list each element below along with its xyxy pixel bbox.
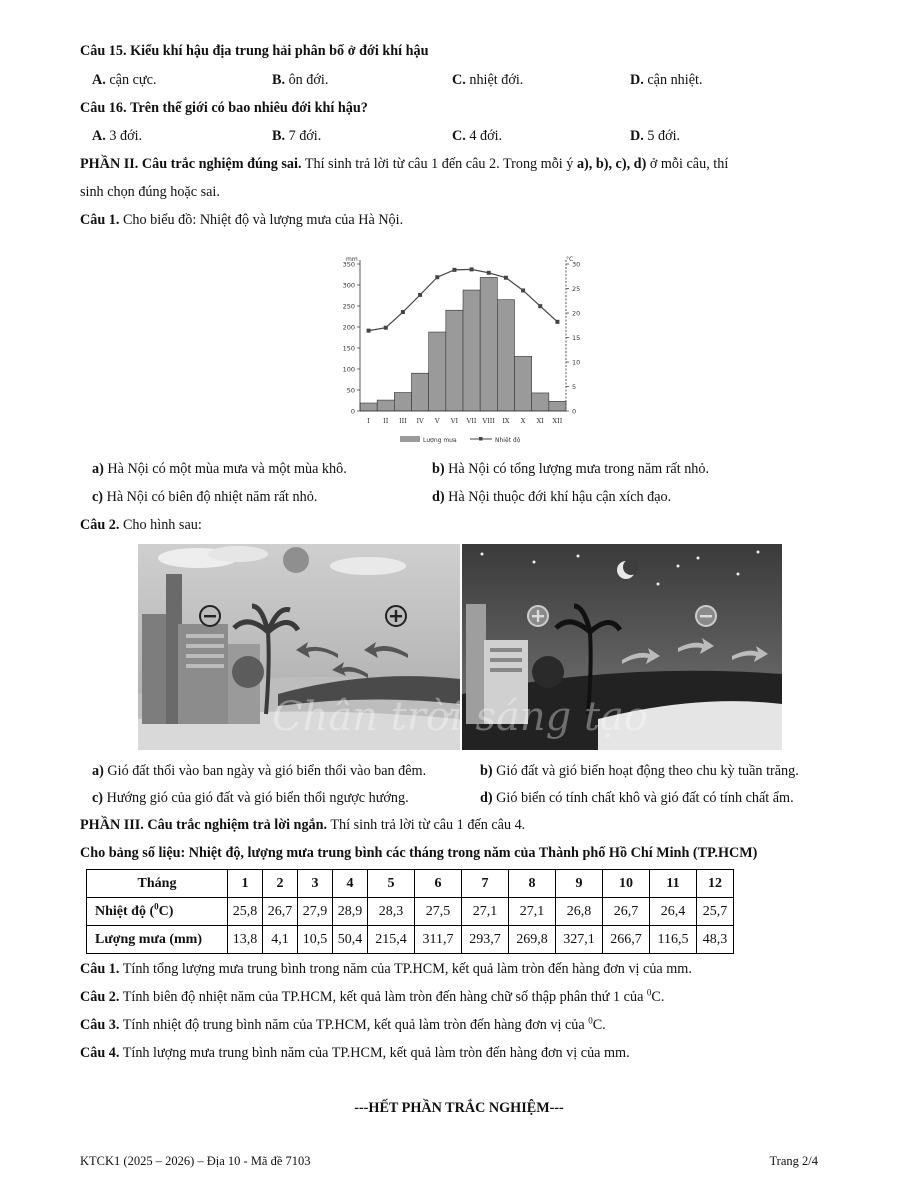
right-tick-label: 30 (572, 260, 581, 269)
q15-option-b: B. ôn đới. (272, 72, 329, 88)
rain-label: Lượng mưa (mm) (87, 926, 228, 954)
rain-bar (532, 393, 549, 411)
table-row-rainfall: Lượng mưa (mm) 13,8 4,1 10,5 50,4 215,4 311,7 293,7 269,8 327,1 266,7 116,5 48,3 (87, 926, 734, 954)
sun-icon (283, 547, 309, 573)
right-tick-label: 0 (572, 407, 577, 416)
left-tick-label: 0 (350, 407, 355, 416)
rain-bar (515, 356, 532, 411)
rain-bar (497, 300, 514, 411)
right-tick-label: 10 (572, 358, 581, 367)
month-label: XI (536, 417, 544, 425)
part2-heading: PHẦN II. Câu trắc nghiệm đúng sai. Thí sinh trả lời từ câu 1 đến câu 2. Trong mỗi ý a), b), c), d) ở mỗi câu, thí (80, 156, 729, 172)
p2q2-stmt-b: b) Gió đất và gió biển hoạt động theo chu kỳ tuần trăng. (480, 763, 799, 779)
end-marker: ---HẾT PHẦN TRẮC NGHIỆM--- (354, 1100, 564, 1116)
header-cell: Tháng (87, 870, 228, 898)
month-label: VIII (482, 417, 495, 425)
p3q1: Câu 1. Tính tổng lượng mưa trung bình trong năm của TP.HCM, kết quả làm tròn đến hàng đơn vị của mm. (80, 961, 692, 977)
rain-bar (394, 393, 411, 411)
left-tick-label: 350 (342, 260, 355, 269)
left-axis-unit: mm (346, 256, 358, 263)
temp-point (401, 310, 405, 314)
rain-bar (429, 332, 446, 411)
p3q2: Câu 2. Tính biên độ nhiệt năm của TP.HCM, kết quả làm tròn đến hàng chữ số thập phân thứ 1 của $^0$C. (80, 987, 665, 1005)
legend-temp: Nhiệt độ (495, 437, 521, 444)
temp-label: Nhiệt độ ($^0$C) (87, 898, 228, 926)
rain-bar (360, 403, 377, 411)
legend-bar-swatch (400, 436, 420, 442)
p2q2-stmt-c: c) Hướng gió của gió đất và gió biển thổi ngược hướng. (92, 790, 409, 806)
p2q2-stem: Câu 2. Cho hình sau: (80, 517, 202, 533)
temp-point (435, 275, 439, 279)
right-tick-label: 25 (572, 284, 581, 293)
rain-bar (446, 310, 463, 411)
left-tick-label: 100 (342, 365, 355, 374)
rain-bar (463, 290, 480, 411)
p2q1-stmt-c: c) Hà Nội có biên độ nhiệt năm rất nhỏ. (92, 489, 318, 505)
left-tick-label: 150 (342, 344, 355, 353)
table-row-temperature: Nhiệt độ ($^0$C) 25,8 26,7 27,9 28,9 28,3 27,5 27,1 27,1 26,8 26,7 26,4 25,7 (87, 898, 734, 926)
left-tick-label: 50 (346, 386, 355, 395)
right-tick-label: 15 (572, 333, 581, 342)
right-tick-label: 20 (572, 309, 581, 318)
month-label: XII (552, 417, 563, 425)
temp-point (538, 304, 542, 308)
left-tick-label: 300 (342, 281, 355, 290)
footer-left: KTCK1 (2025 – 2026) – Địa 10 - Mã đề 7103 (80, 1154, 311, 1168)
part3-heading: PHẦN III. Câu trắc nghiệm trả lời ngắn. Thí sinh trả lời từ câu 1 đến câu 4. (80, 817, 526, 833)
q16-stem: Câu 16. Trên thế giới có bao nhiêu đới khí hậu? (80, 100, 368, 116)
footer-page: Trang 2/4 (769, 1154, 818, 1168)
rain-bar (412, 373, 429, 411)
temp-point (367, 329, 371, 333)
p3q4: Câu 4. Tính lượng mưa trung bình năm của TP.HCM, kết quả làm tròn đến hàng đơn vị của mm. (80, 1045, 630, 1061)
temp-point (384, 326, 388, 330)
month-label: II (383, 417, 389, 425)
q15-option-c: C. nhiệt đới. (452, 72, 524, 88)
temp-point (487, 271, 491, 275)
p2q1-stmt-d: d) Hà Nội thuộc đới khí hậu cận xích đạo. (432, 489, 672, 505)
rain-bar (377, 400, 394, 411)
legend-rain: Lượng mưa (423, 437, 457, 444)
watermark: Chân trời sáng tạo (272, 694, 648, 740)
table-row-months: Tháng 1 2 3 4 5 6 7 8 9 10 11 12 (87, 870, 734, 898)
rain-bar (480, 277, 497, 411)
right-tick-label: 5 (572, 382, 577, 391)
month-label: I (367, 417, 370, 425)
month-label: IV (416, 417, 424, 425)
part2-intro-cont: sinh chọn đúng hoặc sai. (80, 184, 220, 200)
left-tick-label: 250 (342, 302, 355, 311)
hanoi-climate-chart (322, 252, 584, 452)
temp-point (418, 293, 422, 297)
temp-point (521, 288, 525, 292)
p2q1-stmt-a: a) Hà Nội có một mùa mưa và một mùa khô. (92, 461, 347, 477)
temp-point (470, 267, 474, 271)
q16-option-c: C. 4 đới. (452, 128, 503, 144)
temp-point (555, 320, 559, 324)
land-sea-breeze-figure (138, 544, 782, 750)
right-axis-unit: °C (566, 256, 574, 263)
q15-option-d: D. cận nhiệt. (630, 72, 703, 88)
month-label: V (434, 417, 440, 425)
p2q2-stmt-a: a) Gió đất thổi vào ban ngày và gió biển thổi vào ban đêm. (92, 763, 427, 779)
temp-point (452, 268, 456, 272)
month-label: VII (466, 417, 477, 425)
q16-option-b: B. 7 đới. (272, 128, 322, 144)
q15-stem: Câu 15. Kiểu khí hậu địa trung hải phân bố ở đới khí hậu (80, 43, 429, 59)
q15-option-a: A. cận cực. (92, 72, 157, 88)
month-label: III (399, 417, 407, 425)
temp-point (504, 276, 508, 280)
month-label: VI (450, 417, 459, 425)
table-title: Cho bảng số liệu: Nhiệt độ, lượng mưa trung bình các tháng trong năm của Thành phố Hồ Chí Minh (TP.HCM) (80, 845, 758, 861)
rain-bar (549, 401, 566, 411)
q16-option-a: A. 3 đới. (92, 128, 143, 144)
p2q2-stmt-d: d) Gió biển có tính chất khô và gió đất có tính chất ẩm. (480, 790, 794, 806)
p3q3: Câu 3. Tính nhiệt độ trung bình năm của TP.HCM, kết quả làm tròn đến hàng đơn vị của $^0$C. (80, 1015, 606, 1033)
left-tick-label: 200 (342, 323, 355, 332)
chart-legend (400, 436, 521, 444)
p2q1-stmt-b: b) Hà Nội có tổng lượng mưa trong năm rất nhỏ. (432, 461, 710, 477)
month-label: X (520, 417, 526, 425)
q16-option-d: D. 5 đới. (630, 128, 681, 144)
month-label: IX (502, 417, 510, 425)
p2q1-stem: Câu 1. Cho biểu đồ: Nhiệt độ và lượng mưa của Hà Nội. (80, 212, 404, 228)
hcm-climate-table (86, 869, 734, 954)
